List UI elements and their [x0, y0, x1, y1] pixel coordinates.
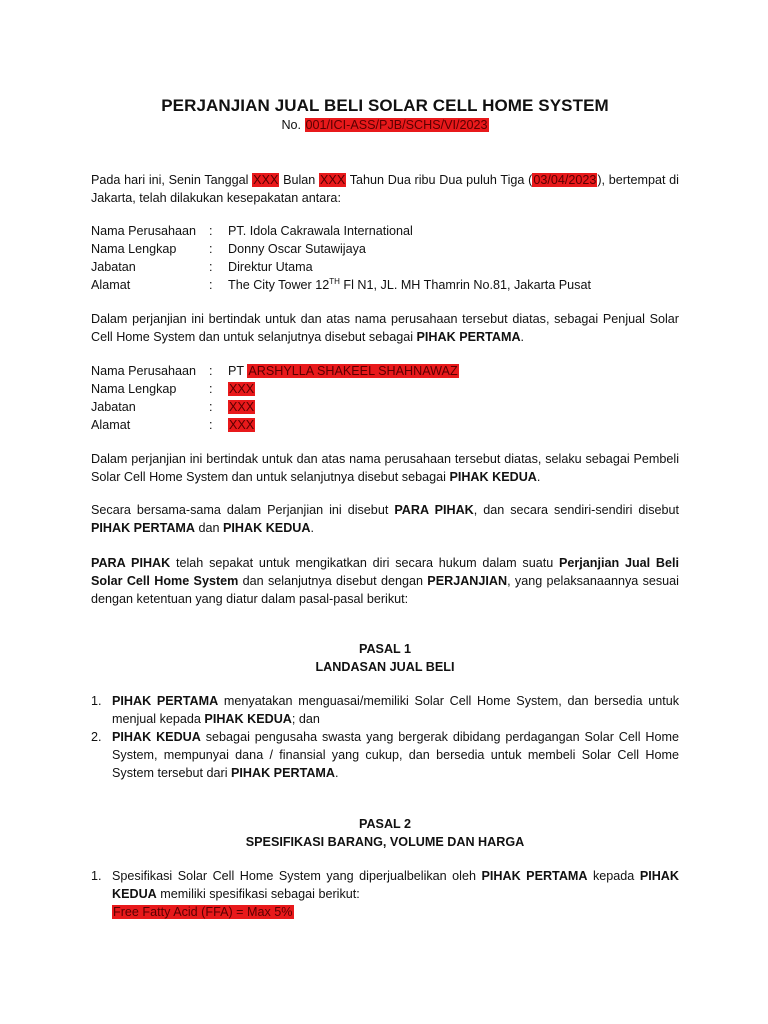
field-label: Alamat	[91, 418, 131, 432]
intro-date-highlight: XXX	[253, 173, 279, 187]
text: menyatakan menguasai/memiliki Solar Cell Home System, dan bersedia untuk menjual kepada	[112, 694, 680, 726]
bold-text: PARA PIHAK	[394, 503, 474, 517]
bold-text: PIHAK KEDUA	[112, 730, 201, 744]
party1-address-row	[91, 276, 679, 294]
desc-bold: PIHAK KEDUA	[449, 470, 537, 484]
bold-text: PIHAK KEDUA	[223, 521, 311, 535]
field-value	[228, 416, 255, 434]
desc-end: .	[536, 470, 541, 484]
party2-position-row	[91, 398, 679, 416]
party2-name-row	[91, 380, 679, 398]
party2-description	[91, 450, 679, 486]
field-value	[228, 380, 255, 398]
desc-text: Dalam perjanjian ini bertindak untuk dan atas nama perusahaan tersebut diatas, sebagai Penjual Solar Cell Home System dan untuk selanjutnya disebut sebagai	[91, 312, 679, 344]
field-label: Nama Perusahaan	[91, 224, 197, 238]
party1-company-row	[91, 222, 679, 240]
agreement-paragraph	[91, 554, 679, 608]
intro-text-2: Bulan	[279, 173, 320, 187]
pasal2-heading: PASAL 2	[358, 817, 412, 831]
field-label: Nama Lengkap	[91, 242, 177, 256]
field-value: Donny Oscar Sutawijaya	[228, 242, 366, 256]
pasal2-subheading: SPESIFIKASI BARANG, VOLUME DAN HARGA	[245, 835, 525, 849]
field-value: PT. Idola Cakrawala International	[228, 224, 413, 238]
field-label: Alamat	[91, 278, 131, 292]
list-number: 1.	[91, 869, 102, 883]
field-label: Nama Perusahaan	[91, 364, 197, 378]
text: , dan secara sendiri-sendiri disebut	[473, 503, 680, 517]
text: ; dan	[291, 712, 320, 726]
doc-no-prefix: No.	[281, 118, 305, 132]
bold-text: PARA PIHAK	[91, 556, 171, 570]
list-text	[112, 728, 679, 782]
text: kepada	[587, 869, 640, 883]
doc-no-highlight: 001/ICI-ASS/PJB/SCHS/VI/2023	[305, 118, 488, 132]
desc-end: .	[520, 330, 525, 344]
list-number: 2.	[91, 730, 102, 744]
name-highlight: XXX	[229, 382, 255, 396]
together-paragraph	[91, 501, 679, 537]
bold-text: PIHAK PERTAMA	[481, 869, 588, 883]
bold-text: PIHAK KEDUA	[112, 869, 679, 901]
party1-name-row	[91, 240, 679, 258]
list-text	[112, 867, 679, 921]
field-colon: :	[209, 224, 213, 238]
field-colon: :	[209, 260, 213, 274]
field-value: Direktur Utama	[228, 260, 313, 274]
list-text	[112, 692, 679, 728]
field-colon: :	[209, 418, 213, 432]
field-value	[228, 398, 255, 416]
text: , yang pelaksanaannya sesuai dengan ketentuan yang diatur dalam pasal-pasal berikut:	[91, 574, 679, 606]
field-label: Nama Lengkap	[91, 382, 177, 396]
text: dan selanjutnya disebut dengan	[238, 574, 428, 588]
bold-text: PIHAK KEDUA	[204, 712, 292, 726]
list-number: 1.	[91, 694, 102, 708]
intro-text-1: Pada hari ini, Senin Tanggal	[91, 173, 253, 187]
text: Spesifikasi Solar Cell Home System yang diperjualbelikan oleh	[112, 869, 482, 883]
pasal1-subheading: LANDASAN JUAL BELI	[315, 660, 455, 674]
intro-month-highlight: XXX	[320, 173, 346, 187]
party2-address-row	[91, 416, 679, 434]
address-highlight: XXX	[229, 418, 255, 432]
field-colon: :	[209, 382, 213, 396]
intro-text-3: Tahun Dua ribu Dua puluh Tiga (	[346, 173, 533, 187]
intro-text-4: ), bertempat di Jakarta, telah dilakukan kesepakatan antara:	[91, 173, 679, 205]
field-value	[228, 276, 591, 294]
position-highlight: XXX	[229, 400, 255, 414]
field-label: Jabatan	[91, 260, 136, 274]
bold-text: PIHAK PERTAMA	[231, 766, 336, 780]
address-superscript: TH	[329, 276, 340, 286]
text: Secara bersama-sama dalam Perjanjian ini disebut	[91, 503, 395, 517]
bold-text: PERJANJIAN	[427, 574, 508, 588]
address-text-2: Fl N1, JL. MH Thamrin No.81, Jakarta Pusat	[339, 278, 591, 292]
field-value	[228, 362, 459, 380]
bold-text: Perjanjian Jual Beli Solar Cell Home System	[91, 556, 679, 588]
field-colon: :	[209, 242, 213, 256]
party1-description	[91, 310, 679, 346]
text: telah sepakat untuk mengikatkan diri secara hukum dalam suatu	[170, 556, 559, 570]
field-label: Jabatan	[91, 400, 136, 414]
intro-fulldate-highlight: 03/04/2023	[533, 173, 597, 187]
pasal1-heading: PASAL 1	[358, 642, 412, 656]
spec-highlight: Free Fatty Acid (FFA) = Max 5%	[113, 905, 293, 919]
company-highlight: ARSHYLLA SHAKEEL SHAHNAWAZ	[248, 364, 458, 378]
desc-bold: PIHAK PERTAMA	[416, 330, 521, 344]
bold-text: PIHAK PERTAMA	[91, 521, 196, 535]
text: dan	[195, 521, 224, 535]
company-prefix: PT	[228, 364, 248, 378]
party1-position-row	[91, 258, 679, 276]
intro-paragraph	[91, 171, 679, 207]
field-colon: :	[209, 400, 213, 414]
text: .	[335, 766, 339, 780]
bold-text: PIHAK PERTAMA	[112, 694, 219, 708]
party2-company-row	[91, 362, 679, 380]
document-number	[91, 118, 679, 132]
document-title: PERJANJIAN JUAL BELI SOLAR CELL HOME SYSTEM	[161, 96, 609, 115]
field-colon: :	[209, 278, 213, 292]
field-colon: :	[209, 364, 213, 378]
text: .	[310, 521, 314, 535]
text: memiliki spesifikasi sebagai berikut:	[156, 887, 360, 901]
address-text-1: The City Tower 12	[228, 278, 330, 292]
text: sebagai pengusaha swasta yang bergerak dibidang perdagangan Solar Cell Home System, mempunyai dana / finansial yang cukup, dan bersedia untuk membeli Solar Cell Home System tersebut dari	[112, 730, 679, 780]
desc-text: Dalam perjanjian ini bertindak untuk dan atas nama perusahaan tersebut diatas, selaku sebagai Pembeli Solar Cell Home System dan untuk selanjutnya disebut sebagai	[91, 452, 679, 484]
